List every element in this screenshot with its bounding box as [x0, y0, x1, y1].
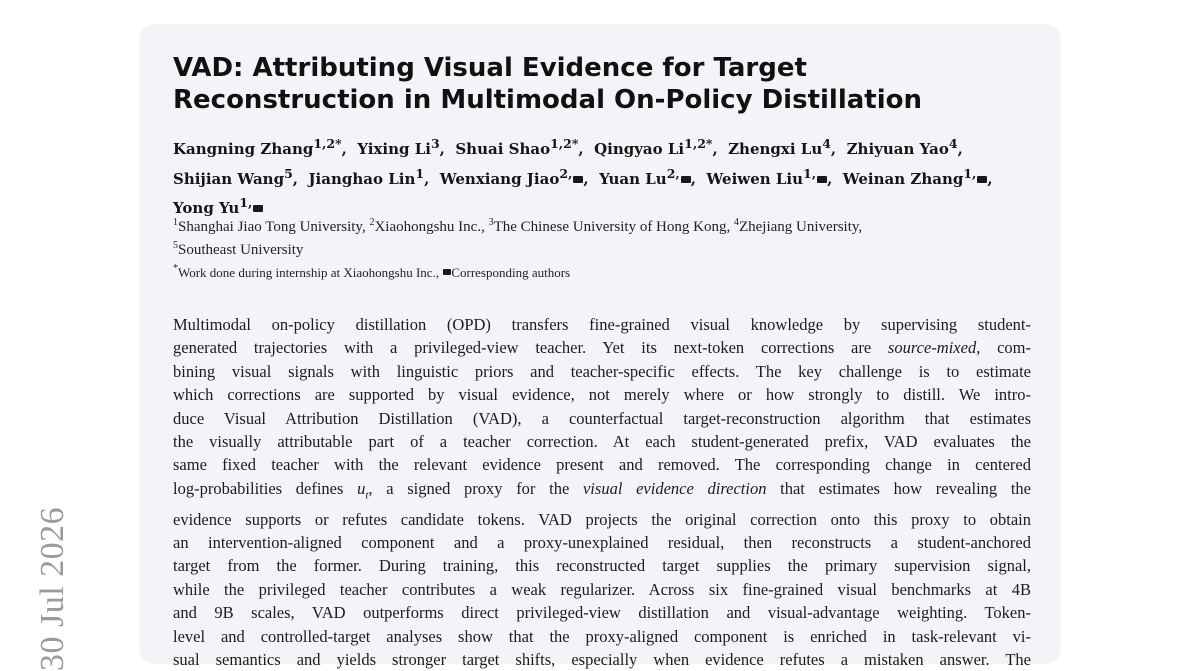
abstract-text: and 9B scales, VAD outperforms direct privileged-view distillation and visual-advantage weighting. Token-: [173, 603, 1031, 623]
internship-note: Work done during internship at Xiaohongshu Inc.,: [178, 265, 440, 280]
author: Wenxiang Jiao: [439, 169, 560, 188]
affiliation: Southeast University: [178, 242, 304, 258]
abstract: [173, 313, 1031, 671]
author: Shijian Wang: [173, 169, 285, 188]
author-affiliation-mark: 2,: [559, 165, 573, 181]
author: Yixing Li: [357, 140, 431, 158]
affiliation-list: [173, 216, 1043, 262]
abstract-line: [173, 336, 1031, 359]
abstract-line: [173, 531, 1031, 554]
author: Qingyao Li: [594, 140, 685, 158]
abstract-text: level and controlled-target analyses show that the proxy-aligned component is enriched in task-relevant vi-: [173, 626, 1031, 646]
abstract-line: [173, 508, 1031, 531]
author-line: Shijian Wang$^5$, Jianghao Lin$^1$, Wenxiang Jiao$^{2,}$ , Yuan $Lu^{2,}$ , Weiwen Liu$^{1,}$ , Weinan Zhang$^{1,}$ ,: [173, 165, 998, 188]
abstract-text: the visually attributable part of a teacher correction. At each student-generated prefix, VAD evaluates the: [173, 432, 1031, 452]
abstract-text: target from the former. During training, this reconstructed target supplies the primary supervision signal,: [173, 556, 1031, 576]
abstract-text: bining visual signals with linguistic priors and teacher-specific effects. The key challenge is to estimate: [173, 361, 1031, 381]
abstract-text: which corrections are supported by visual evidence, not merely where or how strongly to distill. We intro-: [173, 385, 1031, 405]
author: Kangning Zhang: [173, 140, 314, 158]
affiliation-number: 1: [173, 217, 178, 228]
author-list: [173, 132, 1043, 221]
abstract-line: [173, 407, 1031, 430]
affiliation-line: [173, 239, 1043, 262]
abstract-text: that estimates how revealing the: [766, 478, 1032, 498]
author-notes: [173, 264, 570, 282]
abstract-line: [173, 554, 1031, 577]
arxiv-date-stamp: [28, 456, 84, 671]
abstract-text: duce Visual Attribution Distillation (VAD), a counterfactual target-reconstruction algorithm that estimates: [173, 408, 1031, 428]
affiliation: Shanghai Jiao Tong University: [178, 219, 362, 235]
author: Jianghao Lin: [308, 169, 416, 188]
abstract-text: evidence supports or refutes candidate tokens. VAD projects the original correction onto this proxy to obtain: [173, 509, 1031, 529]
abstract-line: [173, 625, 1031, 648]
affiliation-number: 5: [173, 240, 178, 251]
author-affiliation-mark: 1,: [239, 195, 253, 210]
affiliation: Xiaohongshu Inc.: [374, 219, 482, 235]
affiliation: The Chinese University of Hong Kong: [493, 219, 727, 235]
abstract-text: while the privileged teacher contributes a weak regularizer. Across six fine-grained visual benchmarks at 4B: [173, 579, 1031, 599]
author-affiliation-mark: 1,2*: [684, 136, 713, 151]
author: Shuai Shao: [455, 140, 551, 158]
emphasis-text: u: [357, 478, 366, 498]
emphasis-text: visual evidence direction: [582, 478, 767, 498]
abstract-text: , a signed proxy for the: [368, 478, 583, 498]
abstract-text: same fixed teacher with the relevant evidence present and removed. The corresponding change in centered: [173, 455, 1031, 475]
mail-icon: [817, 176, 827, 183]
author-line: Kangning Zhang$^{1,2*}$, Yixing Li$^3$, Shuai Shao$^{1,2*}$, Qingyao $Li^{1,2*}$, Zhengxi Lu$^4$, Zhiyuan Yao$^4$,: [173, 136, 969, 158]
title-line: VAD: Attributing Visual Evidence for Target: [173, 53, 807, 83]
mail-icon: [253, 205, 263, 212]
author: Yong Yu: [173, 199, 240, 217]
abstract-line: [173, 648, 1031, 671]
abstract-text: sual semantics and yields stronger target shifts, especially when evidence refutes a mistaken answer. The: [173, 649, 1031, 669]
author: Yuan Lu: [599, 169, 667, 188]
mail-icon: [573, 176, 583, 183]
author-affiliation-mark: 1,: [963, 165, 977, 181]
abstract-line: [173, 601, 1031, 624]
abstract-line: [173, 383, 1031, 406]
emphasis-text: source-mixed: [887, 338, 977, 358]
abstract-line: [173, 360, 1031, 383]
author-affiliation-mark: 4: [822, 136, 831, 151]
author: Weinan Zhang: [842, 169, 964, 188]
author-affiliation-mark: 2,: [666, 165, 680, 181]
affiliation-number: 4: [733, 217, 739, 228]
abstract-text: log-probabilities defines: [173, 478, 358, 498]
title-line: Reconstruction in Multimodal On-Policy Distillation: [173, 85, 922, 115]
affiliation: Zhejiang University: [738, 219, 859, 235]
abstract-line: [173, 453, 1031, 476]
paper-header-card: [139, 24, 1061, 669]
corresponding-note: Corresponding authors: [451, 265, 571, 280]
author-affiliation-mark: 5: [284, 165, 293, 181]
math-subscript: t: [365, 489, 369, 502]
mail-icon: [681, 176, 691, 183]
abstract-text: generated trajectories with a privileged-view teacher. Yet its next-token corrections are: [173, 338, 888, 358]
abstract-text: an intervention-aligned component and a proxy-unexplained residual, then reconstructs a student-anchored: [173, 532, 1031, 552]
author: Zhiyuan Yao: [846, 140, 949, 158]
author: Weiwen Liu: [706, 169, 804, 188]
abstract-line: [173, 578, 1031, 601]
affiliation-number: 3: [488, 217, 494, 228]
star-mark: *: [173, 263, 178, 274]
paper-title: [173, 52, 1033, 116]
author-affiliation-mark: 4: [948, 136, 958, 151]
abstract-line: [173, 477, 1031, 508]
abstract-text: , com-: [976, 338, 1031, 358]
author-affiliation-mark: 1,2*: [313, 136, 342, 151]
author-affiliation-mark: 1: [415, 165, 425, 181]
affiliation-line: $^1$Shanghai Jiao Tong University, $^2$Xiaohongshu Inc., $^3$The Chinese University of Hong Kong, $^4$Zhejiang University,: [173, 217, 863, 235]
abstract-line: [173, 430, 1031, 453]
author-affiliation-mark: 3: [430, 136, 440, 151]
abstract-text: Multimodal on-policy distillation (OPD) transfers fine-grained visual knowledge by supervising student-: [173, 315, 1031, 334]
author: Zhengxi Lu: [728, 140, 823, 158]
arxiv-date-text: 30 Jul 2026: [34, 506, 71, 671]
mail-icon: [977, 176, 987, 183]
author-affiliation-mark: 1,: [803, 165, 817, 181]
author-affiliation-mark: 1,2*: [550, 136, 579, 151]
affiliation-number: 2: [369, 217, 375, 228]
abstract-line: [173, 313, 1031, 336]
